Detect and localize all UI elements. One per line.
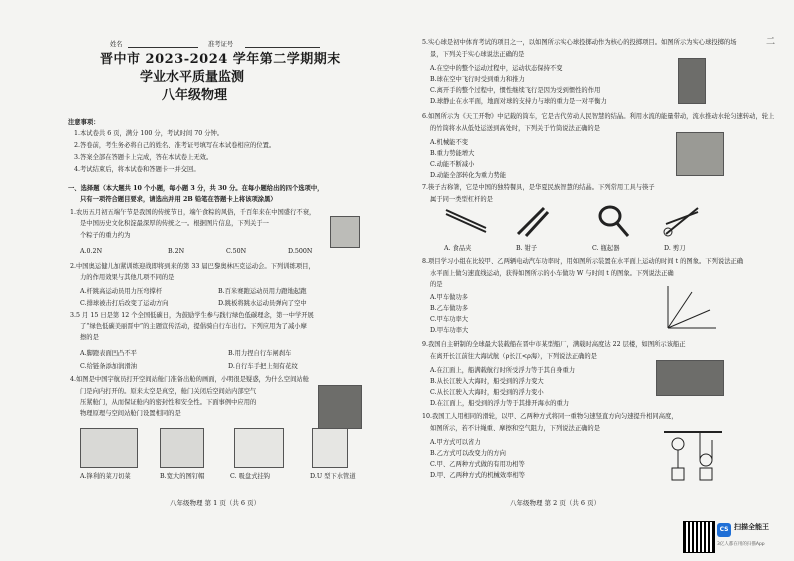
q4-text: 门是向内打开的。原来太空是真空，舱门关闭后空间站内部空气 <box>80 388 257 395</box>
camscanner-tagline: 3亿人都在用的扫描App <box>717 542 765 547</box>
camscanner-badge: CS <box>717 523 731 537</box>
q4-option[interactable]: A.锋利的菜刀切菜 <box>80 473 131 480</box>
q1-option[interactable]: D.500N <box>288 248 313 255</box>
q8-option[interactable]: B.乙车做功多 <box>430 305 469 312</box>
q6-option[interactable]: B.重力势能增大 <box>430 150 475 157</box>
q8-text: 的是 <box>430 281 443 288</box>
section-heading-2: 只有一项符合题目要求，请选出并用 2B 铅笔在答题卡上将该项涂黑） <box>80 196 277 203</box>
food-tongs-image <box>444 206 488 236</box>
q10-option[interactable]: A.甲方式可以省力 <box>430 439 481 446</box>
q8-option[interactable]: D.甲车功率大 <box>430 327 469 334</box>
q3-option[interactable]: A.脚蹬表面凹凸不平 <box>80 350 137 357</box>
q1-option[interactable]: C.50N <box>226 248 247 255</box>
corner-mark: 二 <box>766 37 776 47</box>
q3-text: 3.5 月 15 日是第 12 个全国低碳日，为鼓励学生参与践行绿色低碳理念，第一中学开展 <box>70 312 314 319</box>
q4-text: 物理原理与空间站舱门设置相同的是 <box>80 410 181 417</box>
q2-text: 2.中国奥运健儿加紧训练迎战即将到来的第 33 届巴黎奥林匹克运动会。下列训练项目， <box>70 263 315 270</box>
q6-option[interactable]: D.动能全部转化为重力势能 <box>430 172 507 179</box>
q2-option[interactable]: B.百米赛跑运动员用力蹬地起跑 <box>218 288 307 295</box>
q10-option[interactable]: B.乙方式可以改变力的方向 <box>430 450 506 457</box>
q4-option[interactable]: D.U 型下水管道 <box>310 473 356 480</box>
note-item: 4.考试结束后，将本试卷和答题卡一并交回。 <box>74 166 200 173</box>
q7-text: 属于同一类型杠杆的是 <box>430 196 493 203</box>
q1-option[interactable]: A.0.2N <box>80 248 103 255</box>
q5-option[interactable]: C.离开手的整个过程中，惯性继续飞行是因为受到惯性的作用 <box>430 87 601 94</box>
q10-option[interactable]: C.甲、乙两种方式做的有用功相等 <box>430 461 525 468</box>
u-drain-pipe-image <box>312 428 348 468</box>
work-time-graph <box>662 284 718 332</box>
q5-text: 景，下列关于实心球说法正确的是 <box>430 51 525 58</box>
q3-option[interactable]: B.用力捏自行车闸刹车 <box>228 350 292 357</box>
section-heading: 一、选择题（本大题共 10 个小题，每小题 3 分，共 30 分。在每小题给出的四个选项中， <box>68 185 324 192</box>
q4-option[interactable]: C. 吸盘式挂钩 <box>230 473 271 480</box>
q7-option[interactable]: D. 剪刀 <box>664 245 686 252</box>
q10-option[interactable]: D.甲、乙两种方式的机械效率相等 <box>430 472 525 479</box>
q9-text: 在离开长江前往大海试航（ρ长江<ρ海），下列说法正确的是 <box>430 353 597 360</box>
shot-put-image <box>678 58 706 104</box>
q8-option[interactable]: C.甲车功率大 <box>430 316 469 323</box>
q1-text: 是中国历史文化积淀最深厚的传统之一。根据图片信息，下列关于一 <box>80 220 269 227</box>
q6-text: 6.如图所示为《天工开物》中记载的筒车，它是古代劳动人民智慧的结晶。利用水流的能量带动，流水推动水轮匀速转动，轮上 <box>422 113 775 120</box>
space-station-hatch-image <box>318 385 362 429</box>
q9-option[interactable]: C.从长江驶入大海时，船受到的浮力变小 <box>430 389 544 396</box>
note-item: 3.答案全部在答题卡上完成，答在本试卷上无效。 <box>74 154 213 161</box>
note-item: 2.答卷前，考生务必将自己的姓名、准考证号填写在本试卷相应的位置。 <box>74 142 276 149</box>
scissors-image <box>662 204 702 238</box>
q1-text: 1.农历五月初五端午节是我国的传统节日，端午食粽的风俗，千百年来在中国盛行不衰， <box>70 209 316 216</box>
zongzi-image <box>330 216 360 248</box>
q10-text: 如图所示，若不计绳重、摩擦和空气阻力，下列说法正确的是 <box>430 425 601 432</box>
page-footer: 八年级物理 第 2 页（共 6 页） <box>510 499 601 507</box>
q6-option[interactable]: C.动能不断减小 <box>430 161 475 168</box>
note-item: 1.本试卷共 6 页，满分 100 分，考试时间 70 分钟。 <box>74 130 224 137</box>
subject-title: 八年级物理 <box>162 88 228 103</box>
q1-option[interactable]: B.2N <box>168 248 185 255</box>
q1-text: 个粽子的重力约为 <box>80 232 131 239</box>
q3-option[interactable]: D.自行车手把上刻有花纹 <box>228 363 298 370</box>
q3-option[interactable]: C.给链条添加润滑油 <box>80 363 137 370</box>
q8-option[interactable]: A.甲车做功多 <box>430 294 469 301</box>
q7-text: 7.筷子古称箸，它是中国的独特餐具，是华夏民族智慧的结晶。下列常用工具与筷子 <box>422 184 655 191</box>
exam-title: 晋中市 2023-2024 学年第二学期期末 <box>100 52 341 67</box>
q3-text: 了“绿色低碳美丽晋中”的主题宣传活动，提倡骑自行车出行。下列应用为了减小摩 <box>80 323 307 330</box>
q9-option[interactable]: A.在江面上，船满载航行时所受浮力等于其自身重力 <box>430 367 576 374</box>
ticket-label: 准考证号 <box>208 41 234 48</box>
q7-option[interactable]: A. 食品夹 <box>444 245 472 252</box>
q7-option[interactable]: B. 钳子 <box>516 245 538 252</box>
q4-text: 4.如图是中国宇航员打开空间站舱门准备出舱的画面，小明很是疑惑，为什么空间站舱 <box>70 376 309 383</box>
thumbtack-image <box>160 428 204 468</box>
qr-code <box>683 521 715 553</box>
camscanner-name: 扫描全能王 <box>734 523 769 531</box>
kitchen-knife-image <box>80 428 138 468</box>
water-wheel-image <box>676 132 724 176</box>
q4-option[interactable]: B.宽大的图钉帽 <box>160 473 205 480</box>
q8-text: 8.项目学习小组在比较甲、乙两辆电动汽车功率时，用如图所示装置在水平面上运动的时间 t 的图象。下列说法正确 <box>422 258 744 265</box>
q10-text: 10.我国工人用相同的滑轮，以甲、乙两种方式将同一重物匀速竖直方向匀速提升相同高度， <box>422 413 678 420</box>
q9-text: 9.我国自主研制的全球最大装载船在晋中市某型船厂，满载时高度达 22 层楼，如图所示该船正 <box>422 341 686 348</box>
page-2 <box>400 0 794 561</box>
q3-text: 擦的是 <box>80 334 99 341</box>
q9-option[interactable]: D.在江面上，船受到的浮力等于其排开海水的重力 <box>430 400 570 407</box>
q2-option[interactable]: A.杆跳高运动员用力压弯撑杆 <box>80 288 163 295</box>
name-label: 姓名 <box>110 41 123 48</box>
q5-option[interactable]: D.球静止在水平面，地面对球的支持力与球的重力是一对平衡力 <box>430 98 607 105</box>
q9-option[interactable]: B.从长江驶入大海时，船受到的浮力变大 <box>430 378 544 385</box>
q2-option[interactable]: C.排球被击打后改变了运动方向 <box>80 300 169 307</box>
q5-text: 5.实心球是初中体育考试的项目之一，以如图所示实心球投掷动作为核心的投掷项目。如图所示为实心球投掷的场 <box>422 39 737 46</box>
page-footer: 八年级物理 第 1 页（共 6 页） <box>170 499 261 507</box>
cargo-ship-image <box>656 360 724 396</box>
q6-option[interactable]: A.机械能不变 <box>430 139 469 146</box>
q8-text: 水平面上做匀速直线运动，获得如图所示的小车做功 W 与时间 t 的图象。下列说法正确 <box>430 270 674 277</box>
bottle-opener-image <box>596 204 630 238</box>
q7-option[interactable]: C. 瓶起器 <box>592 245 620 252</box>
q5-option[interactable]: A.在空中的整个运动过程中，运动状态保持不变 <box>430 65 563 72</box>
q5-option[interactable]: B.球在空中飞行时受到重力和推力 <box>430 76 525 83</box>
q2-text: 力的作用效果与其他几项不同的是 <box>80 274 175 281</box>
suction-hook-image <box>234 428 284 468</box>
q6-text: 的竹筒将水从低处运送到高处时，下列关于竹筒说法正确的是 <box>430 125 601 132</box>
pliers-image <box>514 204 554 238</box>
pulley-diagram <box>664 430 722 486</box>
q2-option[interactable]: D.跳板将跳水运动员弹向了空中 <box>218 300 307 307</box>
q4-text: 压紧舱门，从而保证舱内的密封性和安全性。下面事例中应用的 <box>80 399 257 406</box>
notes-heading: 注意事项： <box>68 119 100 126</box>
exam-subtitle: 学业水平质量监测 <box>140 70 245 85</box>
